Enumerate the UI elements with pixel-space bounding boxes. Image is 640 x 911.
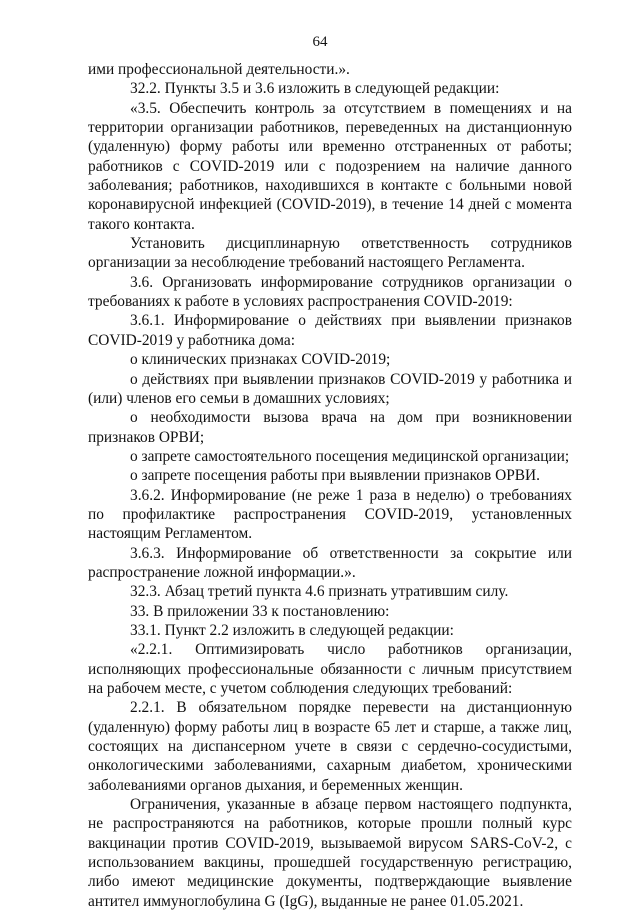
paragraph: о действиях при выявлении признаков COVID-2019 у работника и (или) членов его семьи в домашних условиях; [88, 370, 572, 407]
paragraph: о запрете самостоятельного посещения медицинской организации; [130, 447, 570, 465]
paragraph: 33.1. Пункт 2.2 изложить в следующей редакции: [130, 621, 454, 639]
paragraph: «3.5. Обеспечить контроль за отсутствием в помещениях и на территории организации работников, переведенных на дистанционную (удаленную) форму работы или временно отстраненных от работы; работников с COVID-2019 или с подозрением на наличие данного заболевания; работников, находившихся в контакте с больными новой коронавирусной инфекцией (COVID-2019), в течение 14 дней с момента такого контакта. [88, 99, 572, 233]
paragraph: 3.6.2. Информирование (не реже 1 раза в неделю) о требованиях по профилактике распространения COVID-2019, установленных настоящим Регламентом. [88, 486, 572, 543]
paragraph: ими профессиональной деятельности.». [88, 61, 350, 78]
document-body [88, 60, 572, 911]
paragraph: о необходимости вызова врача на дом при возникновении признаков ОРВИ; [88, 409, 572, 446]
paragraph: 3.6. Организовать информирование сотрудников организации о требованиях к работе в условиях распространения COVID-2019: [88, 273, 572, 311]
paragraph: «2.2.1. Оптимизировать число работников организации, исполняющих профессиональные обязанности с личным присутствием на рабочем месте, с учетом соблюдения следующих требований: [88, 641, 572, 697]
page-number: 64 [312, 34, 328, 50]
paragraph: 3.6.1. Информирование о действиях при выявлении признаков COVID-2019 у работника дома: [88, 312, 572, 349]
paragraph: 3.6.3. Информирование об ответственности за сокрытие или распространение ложной информации.». [88, 544, 572, 581]
paragraph: Ограничения, указанные в абзаце первом настоящего подпункта, не распространяются на работников, которые прошли полный курс вакцинации против COVID-2019, вызываемой вирусом SARS-CoV-2, с использованием вакцины, прошедшей государственную регистрацию, либо имеют медицинские документы, подтверждающие выявление антител иммуноглобулина G (IgG), выданные не ранее 01.05.2021. [88, 796, 572, 910]
paragraph: 33. В приложении 33 к постановлению: [130, 602, 390, 620]
paragraph: о клинических признаках COVID-2019; [130, 351, 391, 369]
paragraph: 32.2. Пункты 3.5 и 3.6 изложить в следующей редакции: [130, 80, 500, 98]
paragraph: 2.2.1. В обязательном порядке перевести на дистанционную (удаленную) форму работы лиц в возрасте 65 лет и старше, а также лиц, состоящих на диспансерном учете в связи с сердечно-сосудистыми, онкологическими заболеваниями, сахарным диабетом, хроническими заболеваниями органов дыхания, и беременных женщин. [88, 699, 572, 794]
paragraph: о запрете посещения работы при выявлении признаков ОРВИ. [130, 467, 540, 485]
paragraph: 32.3. Абзац третий пункта 4.6 признать утратившим силу. [130, 583, 509, 601]
paragraph: Установить дисциплинарную ответственность сотрудников организации за несоблюдение требований настоящего Регламента. [88, 235, 572, 272]
